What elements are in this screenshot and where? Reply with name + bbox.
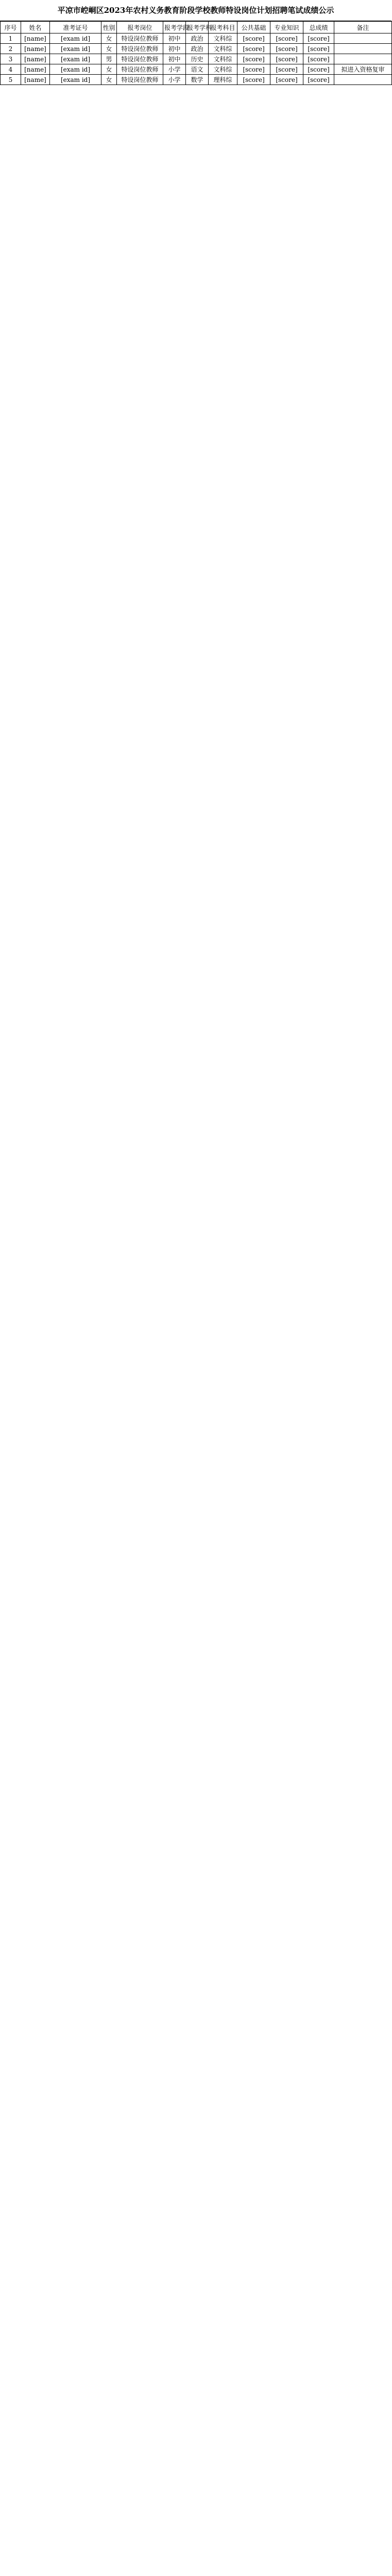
table-row (1, 33, 392, 44)
column-header: 备注 (334, 22, 392, 33)
table-cell: 历史 (186, 54, 209, 64)
table-cell: 特设岗位教师 (117, 44, 163, 54)
column-header: 报考学科 (186, 22, 209, 33)
table-cell: [exam id] (50, 33, 101, 44)
table-cell (334, 75, 392, 85)
table-cell: [score] (270, 54, 303, 64)
table-row (1, 75, 392, 85)
table-cell: [score] (270, 44, 303, 54)
column-header: 性别 (101, 22, 117, 33)
table-cell (334, 54, 392, 64)
table-row (1, 44, 392, 54)
table-cell: [score] (237, 64, 270, 75)
table-cell: 特设岗位教师 (117, 75, 163, 85)
table-cell: 初中 (163, 54, 186, 64)
table-cell: 政治 (186, 33, 209, 44)
table-row (1, 64, 392, 75)
column-header: 总成绩 (303, 22, 334, 33)
column-header: 报考学段 (163, 22, 186, 33)
table-cell: 女 (101, 75, 117, 85)
table-cell: 3 (1, 54, 21, 64)
table-cell (334, 44, 392, 54)
column-header: 报考科目 (209, 22, 237, 33)
table-cell: [exam id] (50, 64, 101, 75)
table-cell: 女 (101, 64, 117, 75)
table-cell: 1 (1, 33, 21, 44)
table-cell: 特设岗位教师 (117, 33, 163, 44)
table-cell: 文科综 (209, 33, 237, 44)
table-cell: 拟进入资格复审 (334, 64, 392, 75)
header-row (1, 22, 392, 33)
table-cell: [score] (270, 75, 303, 85)
column-header: 姓名 (21, 22, 50, 33)
table-cell: [exam id] (50, 75, 101, 85)
table-cell: [name] (21, 64, 50, 75)
table-cell: [name] (21, 44, 50, 54)
table-cell: 特设岗位教师 (117, 54, 163, 64)
table-cell (334, 33, 392, 44)
page-title: 平凉市崆峒区2023年农村义务教育阶段学校教师特设岗位计划招聘笔试成绩公示 (0, 0, 391, 21)
table-cell: [score] (303, 33, 334, 44)
table-cell: [name] (21, 54, 50, 64)
table-cell: 5 (1, 75, 21, 85)
table-body (1, 33, 392, 85)
table-cell: 语文 (186, 64, 209, 75)
column-header: 报考岗位 (117, 22, 163, 33)
table-cell: 初中 (163, 44, 186, 54)
table-cell: 文科综 (209, 54, 237, 64)
table-cell: [score] (270, 33, 303, 44)
table-cell: 4 (1, 64, 21, 75)
column-header: 专业知识 (270, 22, 303, 33)
table-cell: [score] (237, 75, 270, 85)
table-cell: 文科综 (209, 64, 237, 75)
table-cell: [exam id] (50, 44, 101, 54)
table-cell: 女 (101, 44, 117, 54)
table-cell: [score] (303, 75, 334, 85)
table-cell: 文科综 (209, 44, 237, 54)
table-cell: [exam id] (50, 54, 101, 64)
column-header: 准考证号 (50, 22, 101, 33)
table-cell: [score] (303, 44, 334, 54)
table-cell: 特设岗位教师 (117, 64, 163, 75)
table-cell: 理科综 (209, 75, 237, 85)
table-cell: [name] (21, 33, 50, 44)
column-header: 公共基础 (237, 22, 270, 33)
table-cell: [score] (237, 33, 270, 44)
table-cell: 男 (101, 54, 117, 64)
table-cell: [score] (237, 44, 270, 54)
table-cell: 政治 (186, 44, 209, 54)
table-cell: 数学 (186, 75, 209, 85)
results-table (0, 21, 392, 85)
table-cell: 初中 (163, 33, 186, 44)
table-cell: 小学 (163, 75, 186, 85)
table-row (1, 54, 392, 64)
table-cell: 2 (1, 44, 21, 54)
table-cell: 小学 (163, 64, 186, 75)
table-cell: [score] (270, 64, 303, 75)
table-cell: 女 (101, 33, 117, 44)
column-header: 序号 (1, 22, 21, 33)
table-cell: [name] (21, 75, 50, 85)
table-cell: [score] (303, 54, 334, 64)
table-cell: [score] (303, 64, 334, 75)
table-cell: [score] (237, 54, 270, 64)
